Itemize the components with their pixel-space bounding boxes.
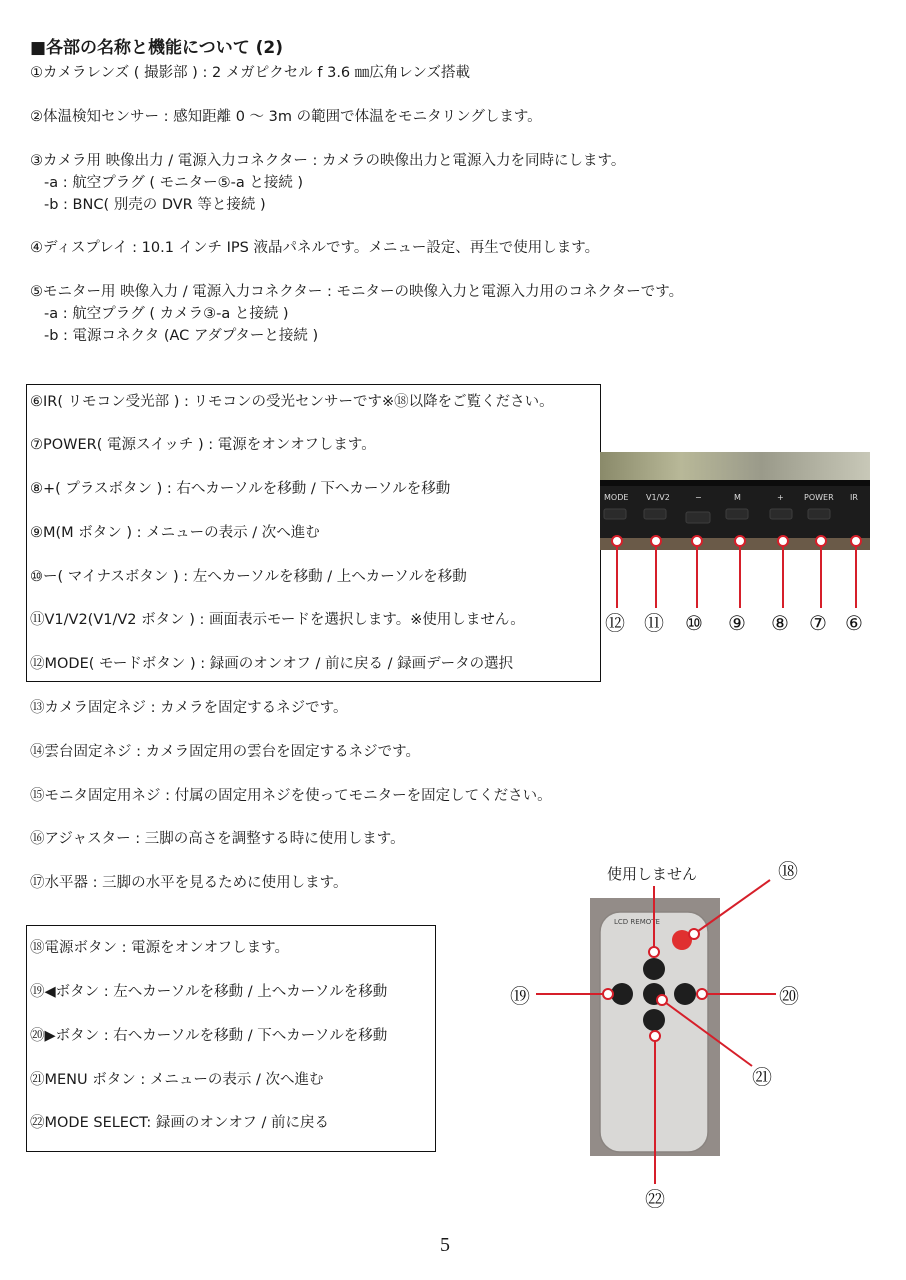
item-display: ④ディスプレイ : 10.1 インチ IPS 液晶パネルです。メニュー設定、再生で使用します。 xyxy=(30,240,600,256)
item-ir: ⑥IR( リモコン受光部 ) : リモコンの受光センサーです※⑱以降をご覧ください。 xyxy=(30,394,554,410)
item-level: ⑰水平器 : 三脚の水平を見るために使用します。 xyxy=(30,875,348,891)
label-m: M xyxy=(734,493,741,502)
label-minus: − xyxy=(695,493,702,502)
label-power: POWER xyxy=(804,493,834,502)
item-monitor-connector-b: -b : 電源コネクタ (AC アダプターと接続 ) xyxy=(44,328,319,344)
remote-brand-label: LCD REMOTE xyxy=(614,918,660,926)
page-number: 5 xyxy=(440,1234,450,1256)
callout-7: ⑦ xyxy=(809,611,827,635)
label-plus: + xyxy=(777,493,784,502)
callout-19: ⑲ xyxy=(510,984,530,1008)
item-remote-menu: ㉑MENU ボタン : メニューの表示 / 次へ進む xyxy=(30,1072,324,1088)
callout-20: ⑳ xyxy=(779,984,799,1008)
item-remote-power: ⑱電源ボタン : 電源をオンオフします。 xyxy=(30,940,290,956)
item-camera-connector-a: -a : 航空プラグ ( モニター⑤-a と接続 ) xyxy=(44,175,304,191)
section-title: ■各部の名称と機能について (2) xyxy=(30,38,284,58)
item-camera-lens: ①カメラレンズ ( 撮影部 ) : 2 メガピクセル f 3.6 ㎜広角レンズ搭載 xyxy=(30,65,470,81)
item-adjuster: ⑯アジャスター : 三脚の高さを調整する時に使用します。 xyxy=(30,831,405,847)
callout-11: ⑪ xyxy=(644,611,664,635)
callout-18: ⑱ xyxy=(778,859,798,883)
label-mode: MODE xyxy=(604,493,629,502)
item-power: ⑦POWER( 電源スイッチ ) : 電源をオンオフします。 xyxy=(30,437,376,453)
item-m: ⑨M(M ボタン ) : メニューの表示 / 次へ進む xyxy=(30,525,320,541)
item-plus: ⑧+( プラスボタン ) : 右へカーソルを移動 / 下へカーソルを移動 xyxy=(30,481,451,497)
callout-8: ⑧ xyxy=(771,611,789,635)
item-camera-connector: ③カメラ用 映像出力 / 電源入力コネクター : カメラの映像出力と電源入力を同時にします。 xyxy=(30,153,626,169)
item-v1v2: ⑪V1/V2(V1/V2 ボタン ) : 画面表示モードを選択します。※使用しません。 xyxy=(30,612,525,628)
item-monitor-connector: ⑤モニター用 映像入力 / 電源入力コネクター : モニターの映像入力と電源入力用のコネクターです。 xyxy=(30,284,684,300)
unused-label: 使用しません xyxy=(607,865,698,883)
item-remote-mode: ㉒MODE SELECT: 録画のオンオフ / 前に戻る xyxy=(30,1115,330,1131)
callout-6: ⑥ xyxy=(845,611,863,635)
item-remote-right: ⑳▶ボタン : 右へカーソルを移動 / 下へカーソルを移動 xyxy=(30,1028,388,1044)
item-camera-connector-b: -b : BNC( 別売の DVR 等と接続 ) xyxy=(44,197,266,213)
item-mode: ⑫MODE( モードボタン ) : 録画のオンオフ / 前に戻る / 録画データの選択 xyxy=(30,656,514,672)
item-camera-screw: ⑬カメラ固定ネジ : カメラを固定するネジです。 xyxy=(30,700,348,716)
item-temp-sensor: ②体温検知センサー : 感知距離 0 ～ 3m の範囲で体温をモニタリングします。 xyxy=(30,109,542,125)
label-v1v2: V1/V2 xyxy=(646,493,670,502)
callout-12: ⑫ xyxy=(605,611,625,635)
label-ir: IR xyxy=(850,493,858,502)
item-monitor-connector-a: -a : 航空プラグ ( カメラ③-a と接続 ) xyxy=(44,306,289,322)
callout-9: ⑨ xyxy=(728,611,746,635)
item-monitor-screw: ⑮モニタ固定用ネジ : 付属の固定用ネジを使ってモニターを固定してください。 xyxy=(30,788,552,804)
item-minus: ⑩ー( マイナスボタン ) : 左へカーソルを移動 / 上へカーソルを移動 xyxy=(30,569,467,585)
item-tripod-head-screw: ⑭雲台固定ネジ : カメラ固定用の雲台を固定するネジです。 xyxy=(30,744,420,760)
callout-22: ㉒ xyxy=(645,1187,665,1211)
callout-21: ㉑ xyxy=(752,1065,772,1089)
callout-10: ⑩ xyxy=(685,611,703,635)
item-remote-left: ⑲◀ボタン : 左へカーソルを移動 / 上へカーソルを移動 xyxy=(30,984,388,1000)
